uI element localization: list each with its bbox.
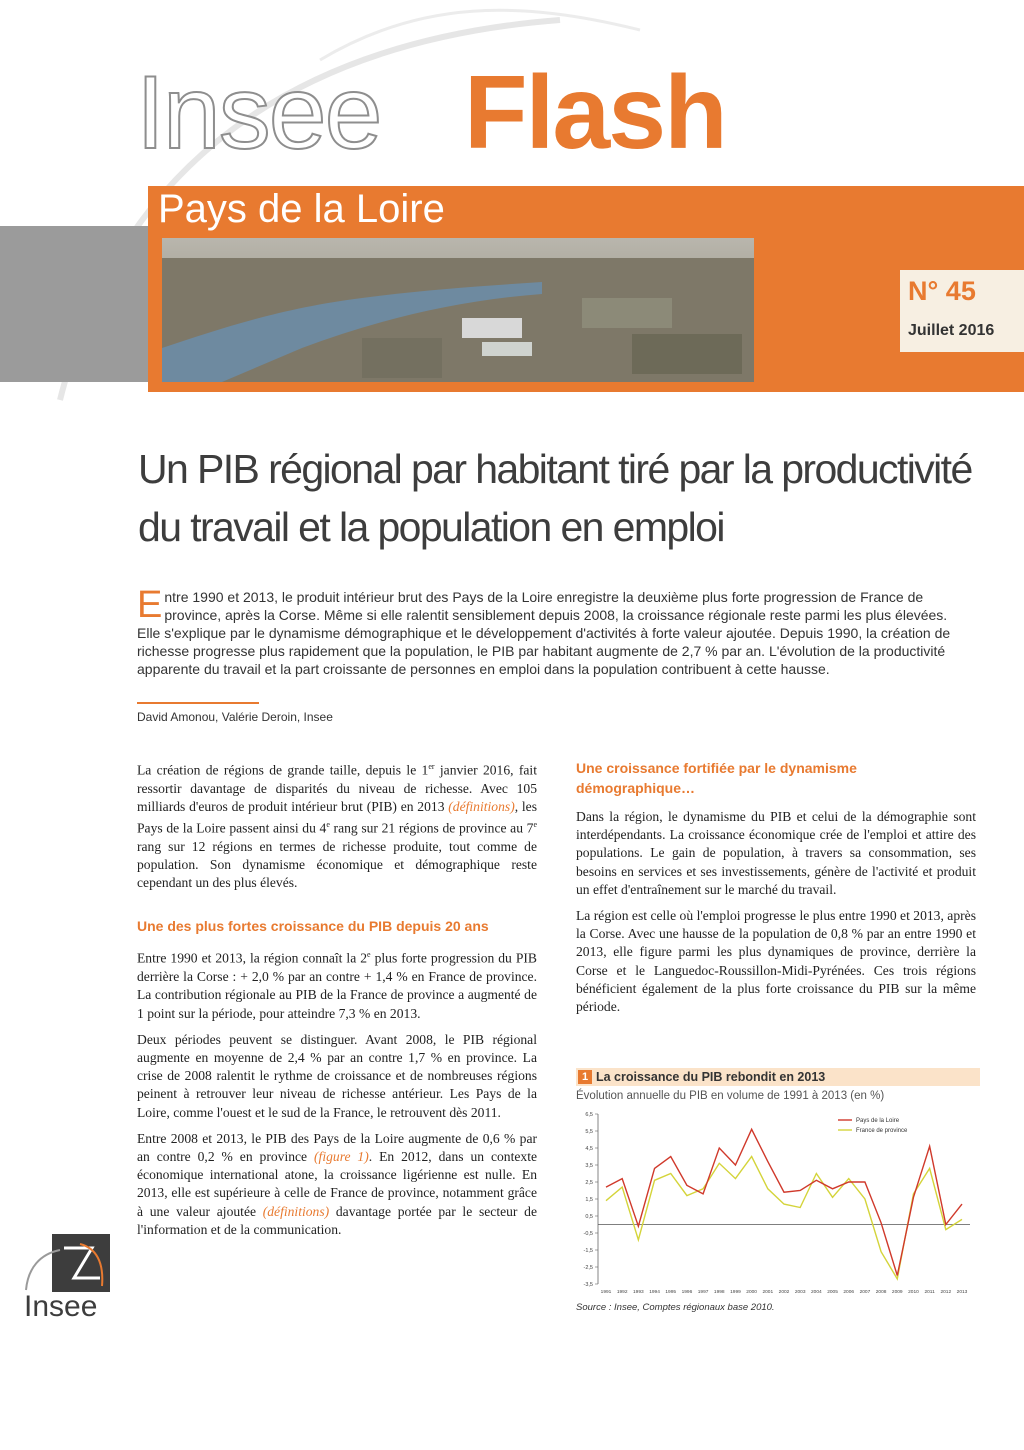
link-definitions[interactable]: (définitions) [448,798,515,814]
text: davantage portée par le secteur de l'information et de la communication. [137,1203,537,1237]
x-tick-label: 1991 [600,1290,612,1295]
x-tick-label: 2011 [924,1290,935,1295]
link-figure-1[interactable]: (figure 1) [314,1149,369,1165]
figure-number: 1 [578,1070,592,1084]
authors: David Amonou, Valérie Deroin, Insee [137,710,333,724]
x-tick-label: 2001 [762,1290,774,1295]
y-tick-label: -0,5 [583,1231,593,1237]
y-tick-label: -1,5 [583,1248,593,1254]
figure-source: Source : Insee, Comptes régionaux base 2010. [576,1302,775,1313]
text: rang sur 21 régions de province au 7 [329,820,534,836]
text: Entre 2008 et 2013, le PIB des Pays de la Loire augmente de 0,6 % par an contre 0,2 % en province [137,1130,537,1165]
paragraph [137,758,537,892]
x-tick-label: 1995 [665,1290,677,1295]
y-tick-label: -3,5 [583,1282,593,1288]
aerial-city-photo [162,238,754,382]
y-tick-label: 6,5 [585,1112,593,1118]
y-tick-label: 3,5 [585,1163,593,1169]
paragraph: Dans la région, le dynamisme du PIB et celui de la démographie sont interdépendants. La croissance économique crée de l'emploi et attire des populations. Le gain de population, à travers sa consommation, ses besoins en services et ses investissements, génère de l'activité et produit un effet d'entraînement sur le marché du travail. [576,809,976,897]
x-tick-label: 2009 [891,1290,903,1295]
x-tick-label: 1997 [697,1290,709,1295]
legend-label: Pays de la Loire [856,1118,900,1124]
x-tick-label: 1992 [616,1290,628,1295]
paragraph [137,1130,537,1239]
x-tick-label: 2004 [811,1290,822,1295]
x-tick-label: 1994 [649,1290,660,1295]
text: rang sur 12 régions en termes de richesse produite, tout comme de population. Son dynamisme économique et démographique reste cependant un des plus élevés. [137,838,537,891]
insee-logo-text: Insee [24,1290,98,1323]
x-tick-label: 2012 [940,1290,952,1295]
x-tick-label: 2008 [875,1290,887,1295]
text: La création de régions de grande taille, depuis le 1 [137,762,429,778]
y-tick-label: 2,5 [585,1180,593,1186]
superscript: e [326,820,330,830]
y-tick-label: 4,5 [585,1146,593,1152]
abstract-text: ntre 1990 et 2013, le produit intérieur brut des Pays de la Loire enregistre la deuxième plus forte progression de France de province, après la Corse. Même si elle ralentit sensiblement depuis 2008, la croissance régionale reste parmi les plus élevées. Elle s'explique par le dynamisme démographique et le développement d'activités à forte valeur ajoutée. Depuis 1990, la création de richesse progresse plus rapidement que la population, le PIB par habitant augmente de 2,7 % par an. L'évolution de la productivité apparente du travail et la part croissante de personnes en emploi dans la population contribuent à cette hausse. [137,589,951,677]
section-heading: Une des plus fortes croissance du PIB depuis 20 ans [137,918,489,935]
text: janvier 2016, fait ressortir davantage de disparités du niveau de richesse. Avec 105 milliards d'euros de produit intérieur brut (PIB) en 2013 [137,762,537,814]
x-tick-label: 1998 [713,1290,725,1295]
text: plus forte progression du PIB derrière la Corse : + 2,0 % par an contre + 1,4 % en France de province. La contribution régionale au PIB de la France de province a augmenté de 1 point sur la période, pour atteindre 7,3 % en 2013. [137,951,537,1021]
paragraph [137,946,537,1022]
figure-title: La croissance du PIB rebondit en 2013 [596,1070,826,1084]
superscript: er [428,762,435,771]
left-column [137,758,537,1239]
superscript: e [533,820,537,830]
section-heading: Une croissance fortifiée par le dynamisme démographique… [576,760,857,796]
text: . En 2012, dans un contexte économique international atone, la croissance ligérienne est nulle. En 2013, elle est supérieure à celle de France de province, notamment grâce à une valeur ajoutée [137,1149,538,1219]
y-tick-label: 0,5 [585,1214,593,1220]
x-tick-label: 2010 [908,1290,919,1295]
brand-insee: Insee [136,55,381,171]
series-line [606,1129,962,1275]
x-tick-label: 2005 [827,1290,838,1295]
right-column [576,758,976,1016]
x-tick-label: 2003 [794,1290,806,1295]
page-title: Un PIB régional par habitant tiré par la productivité du travail et la population en emploi [138,446,972,550]
x-tick-label: 1996 [681,1290,693,1295]
x-tick-label: 2002 [778,1290,790,1295]
text: , les Pays de la Loire passent ainsi du 4 [137,798,537,836]
x-tick-label: 2013 [956,1290,968,1295]
abstract-divider [137,702,259,704]
text: Entre 1990 et 2013, la région connaît la 2 [137,951,368,967]
link-definitions[interactable]: (définitions) [262,1203,330,1219]
region-title: Pays de la Loire [158,187,445,231]
y-tick-label: 1,5 [585,1197,593,1203]
x-tick-label: 1993 [633,1290,644,1295]
paragraph: Deux périodes peuvent se distinguer. Avant 2008, le PIB régional augmente en moyenne de 2,4 % par an contre 1,7 % en province. La crise de 2008 ralentit le rythme de croissance et de nombreuses régions peinent à retrouver leur niveau de richesse antérieur. Les Pays de la Loire, comme l'ouest et le sud de la France, le retrouvent dès 2011. [137,1031,537,1120]
gdp-line-chart [576,1106,980,1300]
figure-subtitle: Évolution annuelle du PIB en volume de 1991 à 2013 (en %) [576,1090,885,1102]
brand-flash: Flash [464,55,726,171]
issue-date: Juillet 2016 [908,322,995,339]
abstract-dropcap: E [137,584,163,626]
y-tick-label: -2,5 [583,1265,593,1271]
x-tick-label: 2006 [843,1290,855,1295]
legend-label: France de province [856,1128,908,1134]
x-tick-label: 2000 [746,1290,757,1295]
superscript: e [367,950,371,960]
logo-swoosh [22,1246,62,1292]
paragraph: La région est celle où l'emploi progresse le plus entre 1990 et 2013, après la Corse. Avec une hausse de la population de 0,8 % par an entre 1990 et 2013, elle figure parmi les plus dynamiques de province, derrière la Corse et le Languedoc-Roussillon-Midi-Pyrénées. Ces trois régions bénéficient également de la plus forte croissance du PIB sur la même période. [576,908,976,1015]
x-tick-label: 1999 [730,1290,741,1295]
abstract [137,584,973,678]
x-tick-label: 2007 [859,1290,871,1295]
y-tick-label: 5,5 [585,1129,593,1135]
issue-number: N° 45 [908,276,976,306]
